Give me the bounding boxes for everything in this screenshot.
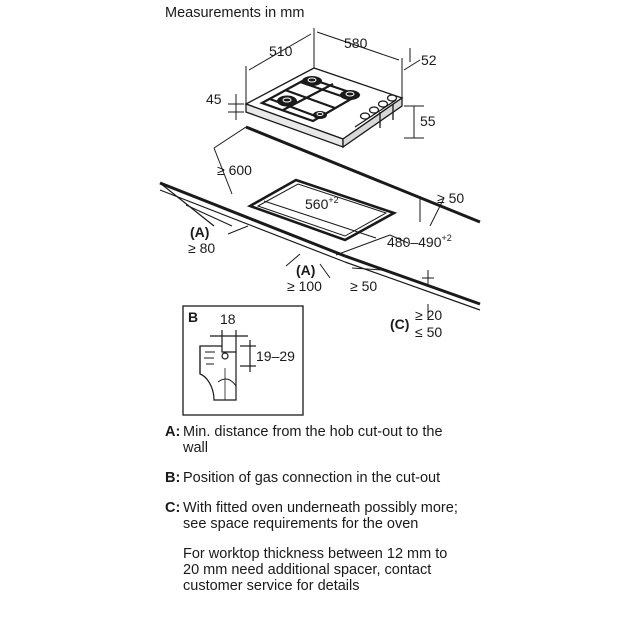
note-text: Position of gas connection in the cut-out bbox=[183, 470, 441, 486]
dim-min-front-edge: ≥ 50 bbox=[350, 278, 378, 294]
dim-min-right: ≥ 50 bbox=[437, 190, 465, 206]
detail-b-box bbox=[183, 306, 303, 415]
notes-list bbox=[165, 424, 465, 594]
note-key: A: bbox=[165, 424, 181, 440]
note-key: B: bbox=[165, 470, 181, 486]
detail-b-range: 19–29 bbox=[256, 348, 295, 364]
note-key: C: bbox=[165, 500, 181, 516]
note-a bbox=[165, 424, 465, 456]
note-c bbox=[165, 500, 465, 532]
note-b bbox=[165, 470, 465, 486]
label-a-left: (A) bbox=[190, 224, 210, 240]
diagram-heading: Measurements in mm bbox=[165, 5, 305, 21]
detail-b-key: B bbox=[188, 309, 199, 325]
note-spacer-info: For worktop thickness between 12 mm to 20 mm need additional spacer, contact customer service for details bbox=[183, 546, 448, 594]
dim-worktop-min: ≥ 20 bbox=[415, 307, 443, 323]
dim-510: 510 bbox=[269, 43, 293, 59]
note-text: With fitted oven underneath possibly more; see space requirements for the oven bbox=[183, 500, 458, 532]
dim-min-rear: ≥ 600 bbox=[217, 162, 252, 178]
dim-52: 52 bbox=[421, 52, 437, 68]
note-text: Min. distance from the hob cut-out to the wall bbox=[183, 424, 443, 456]
dim-worktop-max: ≤ 50 bbox=[415, 324, 443, 340]
dim-cutout-width: $560^{+2}$ bbox=[305, 195, 339, 212]
dim-45: 45 bbox=[206, 91, 222, 107]
label-a-front: (A) bbox=[296, 262, 316, 278]
detail-b-offset: 18 bbox=[220, 311, 236, 327]
dim-580: 580 bbox=[344, 35, 368, 51]
dim-min-left: ≥ 80 bbox=[188, 240, 216, 256]
dim-55: 55 bbox=[420, 113, 436, 129]
dim-min-front: ≥ 100 bbox=[287, 278, 322, 294]
label-c: (C) bbox=[390, 316, 410, 332]
dim-cutout-depth: $480-490^{+2}$ bbox=[387, 233, 452, 250]
